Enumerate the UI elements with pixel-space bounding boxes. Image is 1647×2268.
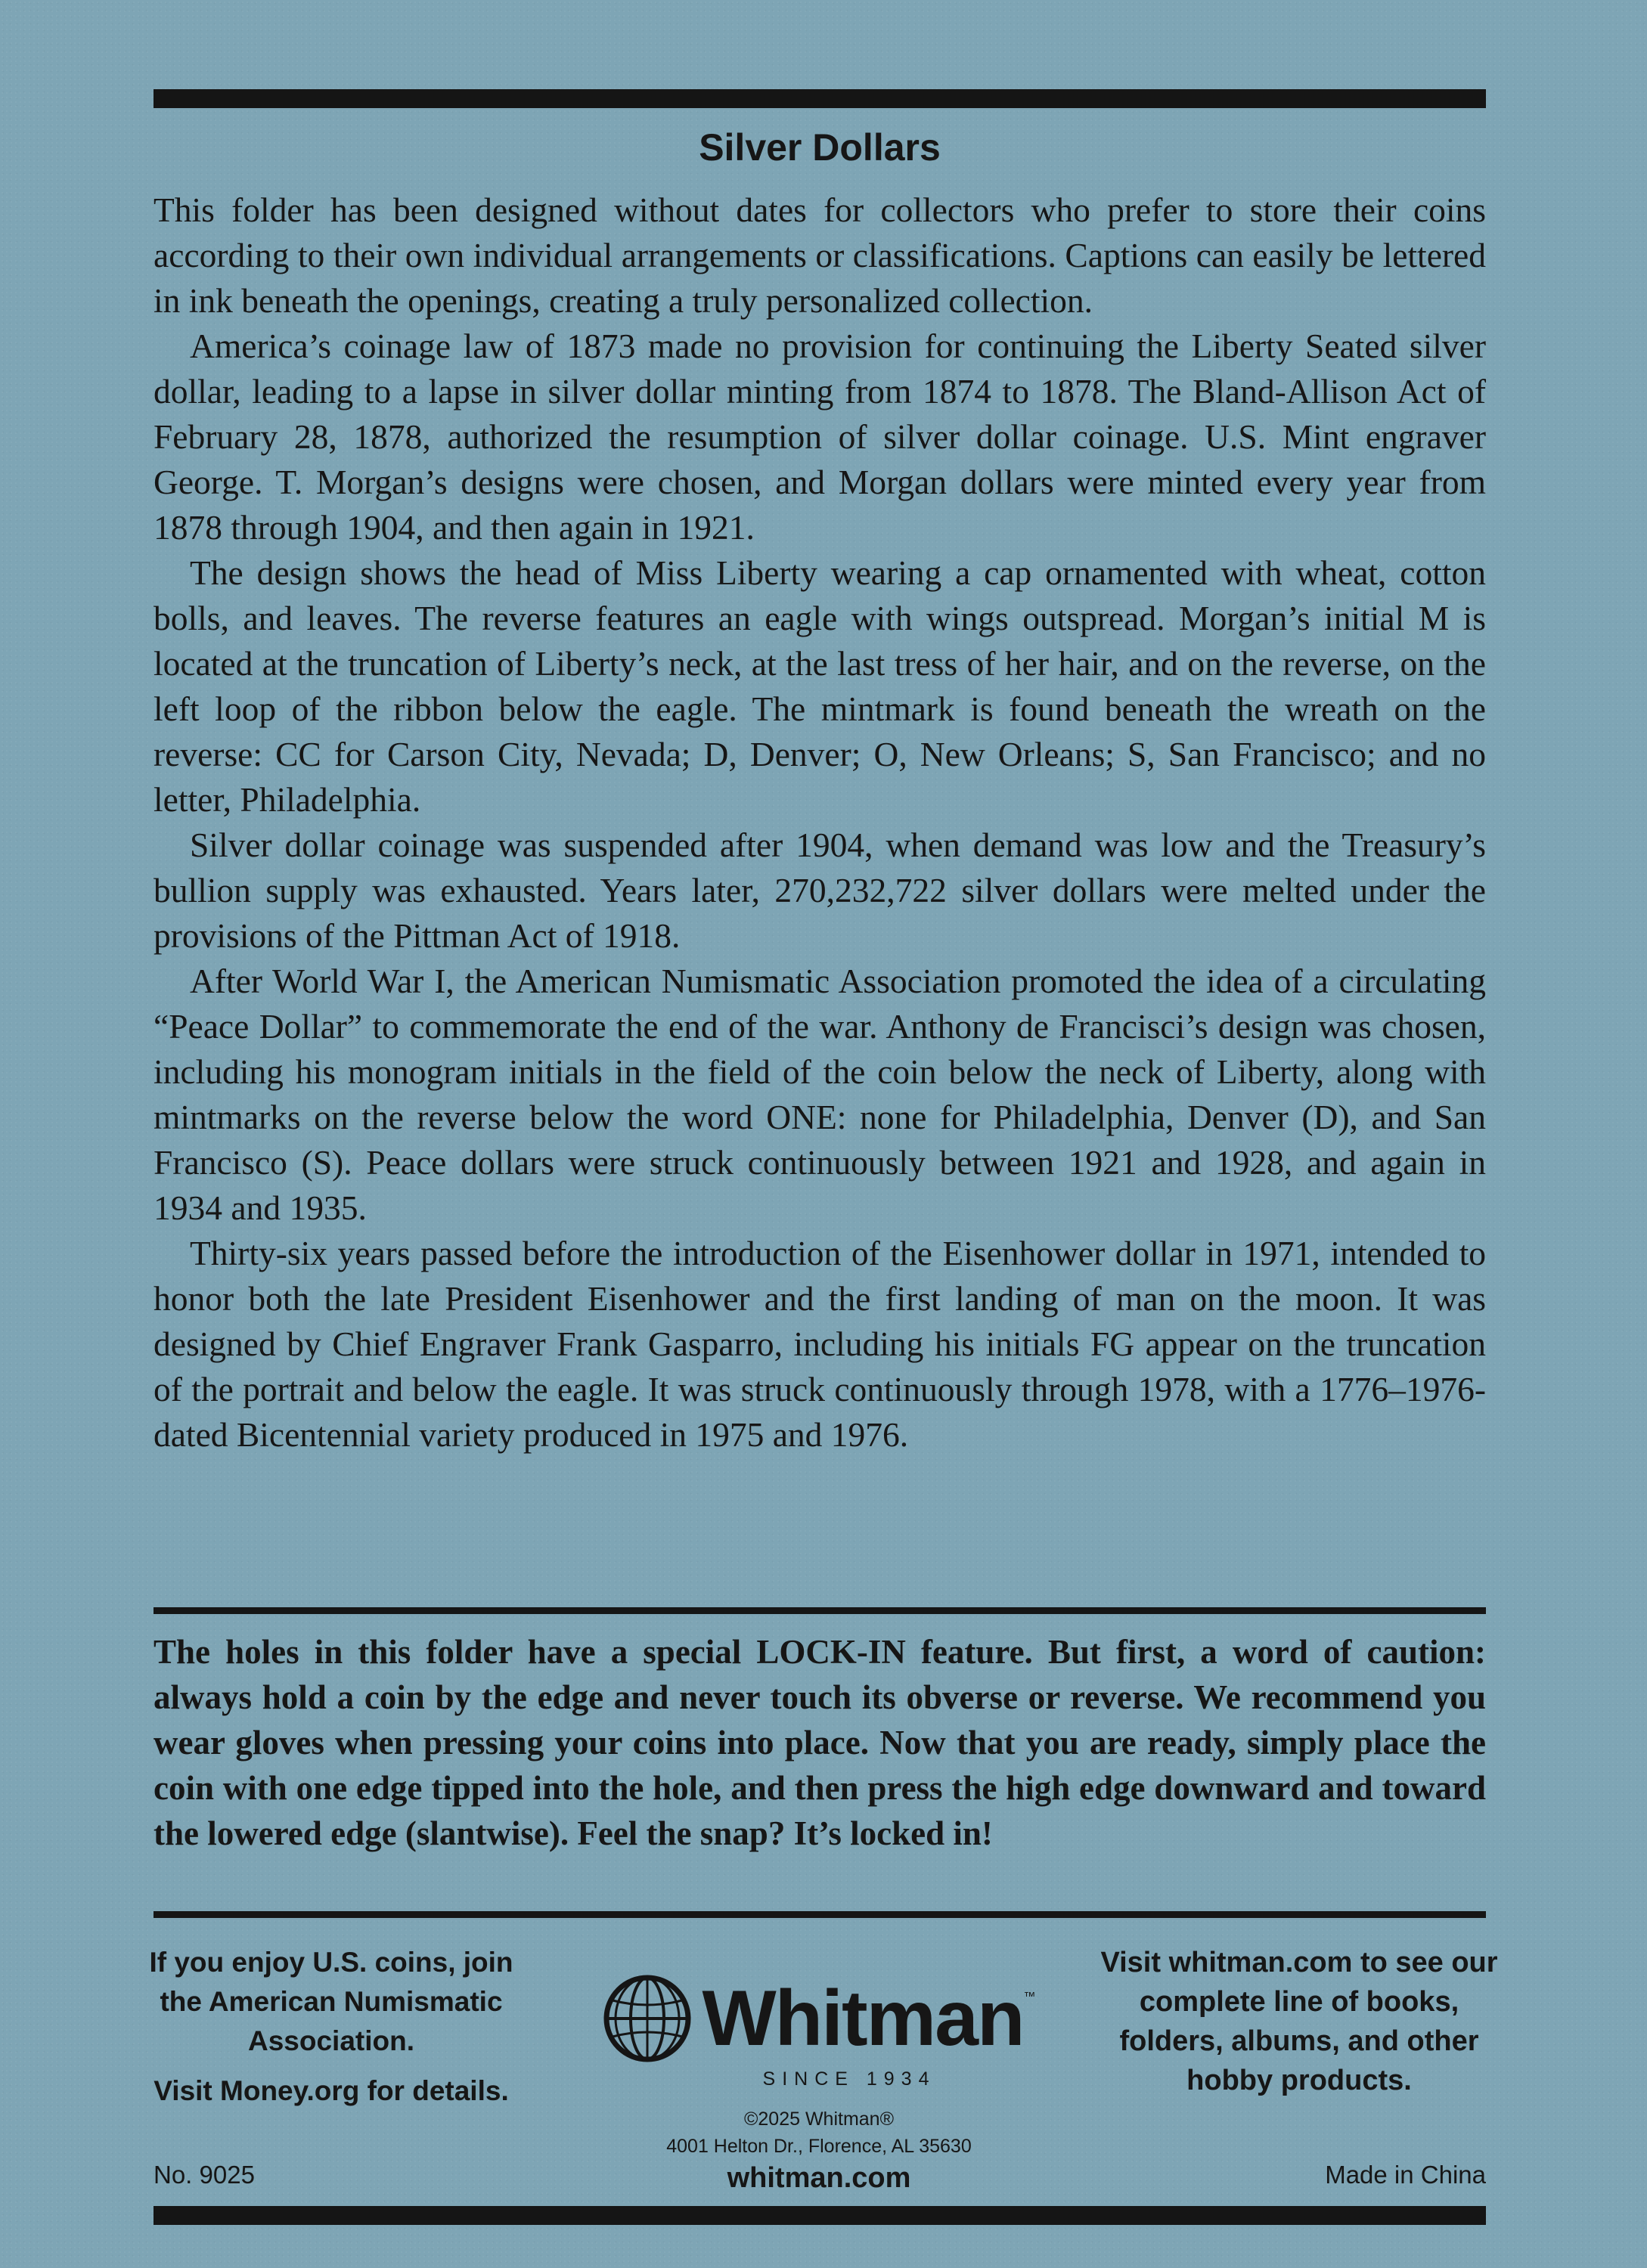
whitman-promo xyxy=(1087,1943,1511,2100)
since-line: SINCE 1934 xyxy=(762,2068,936,2090)
address-line: 4001 Helton Dr., Florence, AL 35630 xyxy=(666,2136,972,2157)
copyright-line: ©2025 Whitman® xyxy=(743,2108,895,2130)
whitman-promo-text: Visit whitman.com to see our complete line of books, folders, albums, and other hobby products. xyxy=(1100,1947,1498,2096)
body-text xyxy=(154,187,1486,1458)
product-number: No. 9025 xyxy=(154,2161,255,2189)
ana-promo xyxy=(146,1943,516,2121)
country-of-origin: Made in China xyxy=(1325,2161,1486,2189)
paragraph-eisenhower: Thirty-six years passed before the introduction of the Eisenhower dollar in 1971, intended to honor both the late President Eisenhower and the first landing of man on the moon. It was designed by Chief Engraver Frank Gasparro, including his initials FG appear on the truncation of the portrait and below the eagle. It was struck continuously through 1978, with a 1776–1976-dated Bicentennial variety produced in 1975 and 1976. xyxy=(154,1234,1486,1454)
paragraph-peace-dollar: After World War I, the American Numismatic Association promoted the idea of a circulating “Peace Dollar” to commemorate the end of the war. Anthony de Francisci’s design was chosen, including his monogram initials in the field of the coin below the neck of Liberty, along with mintmarks on the reverse below the word ONE: none for Philadelphia, Denver (D), and San Francisco (S). Peace dollars were struck continuously between 1921 and 1928, and again in 1934 and 1935. xyxy=(154,962,1486,1227)
paragraph-intro: This folder has been designed without dates for collectors who prefer to store their coins according to their own individual arrangements or classifications. Captions can easily be lettered in ink beneath the openings, creating a truly personalized collection. xyxy=(154,191,1486,320)
website-line: whitman.com xyxy=(727,2162,911,2194)
caution-top-rule xyxy=(154,1607,1486,1614)
paragraph-morgan-design: The design shows the head of Miss Liberty wearing a cap ornamented with wheat, cotton bolls, and leaves. The reverse features an eagle with wings outspread. Morgan’s initial M is located at the truncation of Liberty’s neck, at the last tress of her hair, and on the reverse, on the left loop of the ribbon below the eagle. The mintmark is found beneath the wreath on the reverse: CC for Carson City, Nevada; D, Denver; O, New Orleans; S, San Francisco; and no letter, Philadelphia. xyxy=(154,553,1486,819)
folder-back-page xyxy=(149,0,1498,2268)
ana-promo-text: If you enjoy U.S. coins, join the American Numismatic Association. xyxy=(149,1947,513,2056)
trademark-mark: ™ xyxy=(1023,1991,1036,2003)
page-title: Silver Dollars xyxy=(699,126,941,169)
whitman-block xyxy=(592,1973,1046,2196)
paragraph-suspension: Silver dollar coinage was suspended after 1904, when demand was low and the Treasury’s bullion supply was exhausted. Years later, 270,232,722 silver dollars were melted under the provisions of the Pittman Act of 1918. xyxy=(154,826,1486,955)
logo-wordmark: Whitman xyxy=(702,1975,1024,2062)
bottom-rule xyxy=(154,2206,1486,2225)
whitman-logo xyxy=(592,1973,1046,2064)
caution-bottom-rule xyxy=(154,1911,1486,1918)
lock-in-caution: The holes in this folder have a special LOCK-IN feature. But first, a word of caution: always hold a coin by the edge and never touch its obverse or reverse. We recommend you wear gloves when pressing your coins into place. Now that you are ready, simply place the coin with one edge tipped into the hole, and then press the high edge downward and toward the lowered edge (slantwise). Feel the snap? It’s locked in! xyxy=(154,1633,1486,1852)
paragraph-morgan-history: America’s coinage law of 1873 made no provision for continuing the Liberty Seated silver dollar, leading to a lapse in silver dollar minting from 1874 to 1878. The Bland-Allison Act of February 28, 1878, authorized the resumption of silver dollar coinage. U.S. Mint engraver George. T. Morgan’s designs were chosen, and Morgan dollars were minted every year from 1878 through 1904, and then again in 1921. xyxy=(154,327,1486,547)
top-rule xyxy=(154,89,1486,108)
money-org-text: Visit Money.org for details. xyxy=(154,2075,509,2106)
globe-icon xyxy=(602,1973,693,2064)
